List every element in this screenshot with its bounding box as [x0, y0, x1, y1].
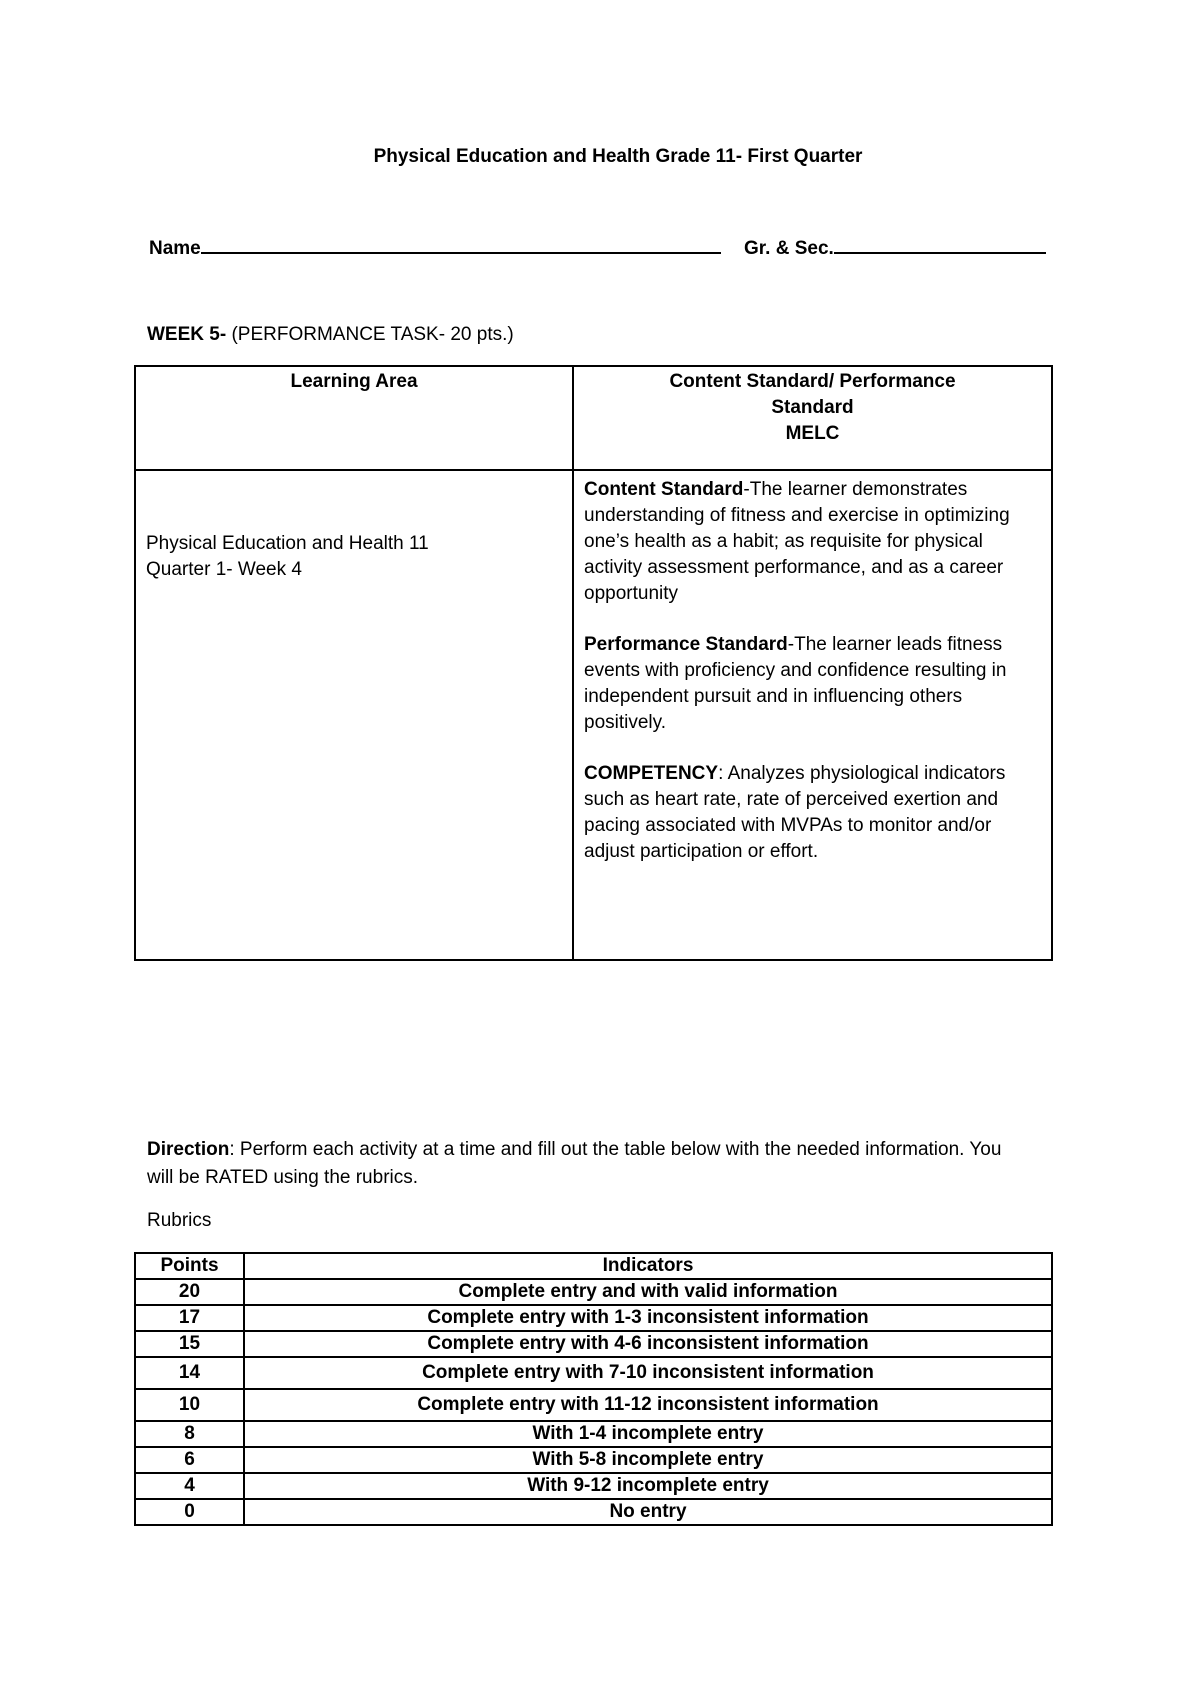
direction-paragraph — [147, 1136, 1027, 1192]
indicator-cell: Complete entry and with valid information — [244, 1279, 1052, 1305]
table-row — [135, 1473, 1052, 1499]
indicator-cell: No entry — [244, 1499, 1052, 1525]
points-cell: 0 — [135, 1499, 244, 1525]
indicator-cell: Complete entry with 7-10 inconsistent information — [244, 1357, 1052, 1389]
performance-standard-text: -The learner leads fitness events with proficiency and confidence resulting in independent pursuit and in influencing others positively. — [584, 634, 1007, 733]
standards-table — [134, 365, 1053, 961]
competency-text: : Analyzes physiological indicators such as heart rate, rate of perceived exertion and pacing associated with MVPAs to monitor and/or adjust participation or effort. — [584, 763, 1006, 862]
table-row — [135, 1357, 1052, 1389]
header-standards-line2: Standard — [771, 397, 854, 418]
performance-standard — [584, 632, 1041, 736]
learning-area-line2: Quarter 1- Week 4 — [146, 559, 302, 580]
table-row — [135, 1331, 1052, 1357]
week-label: WEEK 5- — [147, 324, 227, 345]
table-row — [135, 1389, 1052, 1421]
header-points: Points — [135, 1253, 244, 1279]
competency-label: COMPETENCY — [584, 763, 719, 784]
table-row — [135, 1305, 1052, 1331]
table-row — [135, 1499, 1052, 1525]
direction-text: : Perform each activity at a time and fill out the table below with the needed information. You will be RATED using the rubrics. — [147, 1139, 1002, 1188]
learning-area-cell — [135, 470, 573, 960]
indicator-cell: Complete entry with 11-12 inconsistent information — [244, 1389, 1052, 1421]
page-title: Physical Education and Health Grade 11- First Quarter — [373, 146, 863, 167]
content-standard-label: Content Standard — [584, 479, 744, 500]
points-cell: 20 — [135, 1279, 244, 1305]
points-cell: 14 — [135, 1357, 244, 1389]
section-label: Gr. & Sec. — [744, 238, 834, 259]
indicator-cell: With 1-4 incomplete entry — [244, 1421, 1052, 1447]
header-learning-area: Learning Area — [135, 366, 573, 470]
indicator-cell: With 9-12 incomplete entry — [244, 1473, 1052, 1499]
direction-label: Direction — [147, 1139, 230, 1160]
indicator-cell: With 5-8 incomplete entry — [244, 1447, 1052, 1473]
section-blank[interactable] — [834, 236, 1046, 254]
header-standards-line3: MELC — [785, 423, 840, 444]
week-task: (PERFORMANCE TASK- 20 pts.) — [231, 324, 514, 345]
melc-cell — [573, 470, 1052, 960]
indicator-cell: Complete entry with 1-3 inconsistent information — [244, 1305, 1052, 1331]
competency — [584, 761, 1041, 865]
points-cell: 6 — [135, 1447, 244, 1473]
name-blank[interactable] — [201, 236, 721, 254]
points-cell: 10 — [135, 1389, 244, 1421]
content-standard — [584, 477, 1041, 607]
points-cell: 15 — [135, 1331, 244, 1357]
rubrics-header-row — [135, 1253, 1052, 1279]
rubrics-table — [134, 1252, 1053, 1526]
table-row — [135, 1279, 1052, 1305]
table-row — [135, 1447, 1052, 1473]
name-label: Name — [149, 238, 201, 259]
header-indicators: Indicators — [244, 1253, 1052, 1279]
name-section-line — [149, 236, 1065, 260]
performance-standard-label: Performance Standard — [584, 634, 788, 655]
header-standards — [573, 366, 1052, 470]
content-standard-text: -The learner demonstrates understanding of fitness and exercise in optimizing one’s health as a habit; as requisite for physical activity assessment performance, and as a career opportunity — [584, 479, 1010, 604]
week-line — [147, 324, 514, 346]
header-standards-line1: Content Standard/ Performance — [669, 371, 956, 392]
standards-body-row — [135, 470, 1052, 960]
standards-header-row — [135, 366, 1052, 470]
rubrics-label: Rubrics — [147, 1210, 212, 1231]
points-cell: 8 — [135, 1421, 244, 1447]
table-row — [135, 1421, 1052, 1447]
points-cell: 4 — [135, 1473, 244, 1499]
indicator-cell: Complete entry with 4-6 inconsistent information — [244, 1331, 1052, 1357]
learning-area-line1: Physical Education and Health 11 — [146, 533, 429, 554]
points-cell: 17 — [135, 1305, 244, 1331]
